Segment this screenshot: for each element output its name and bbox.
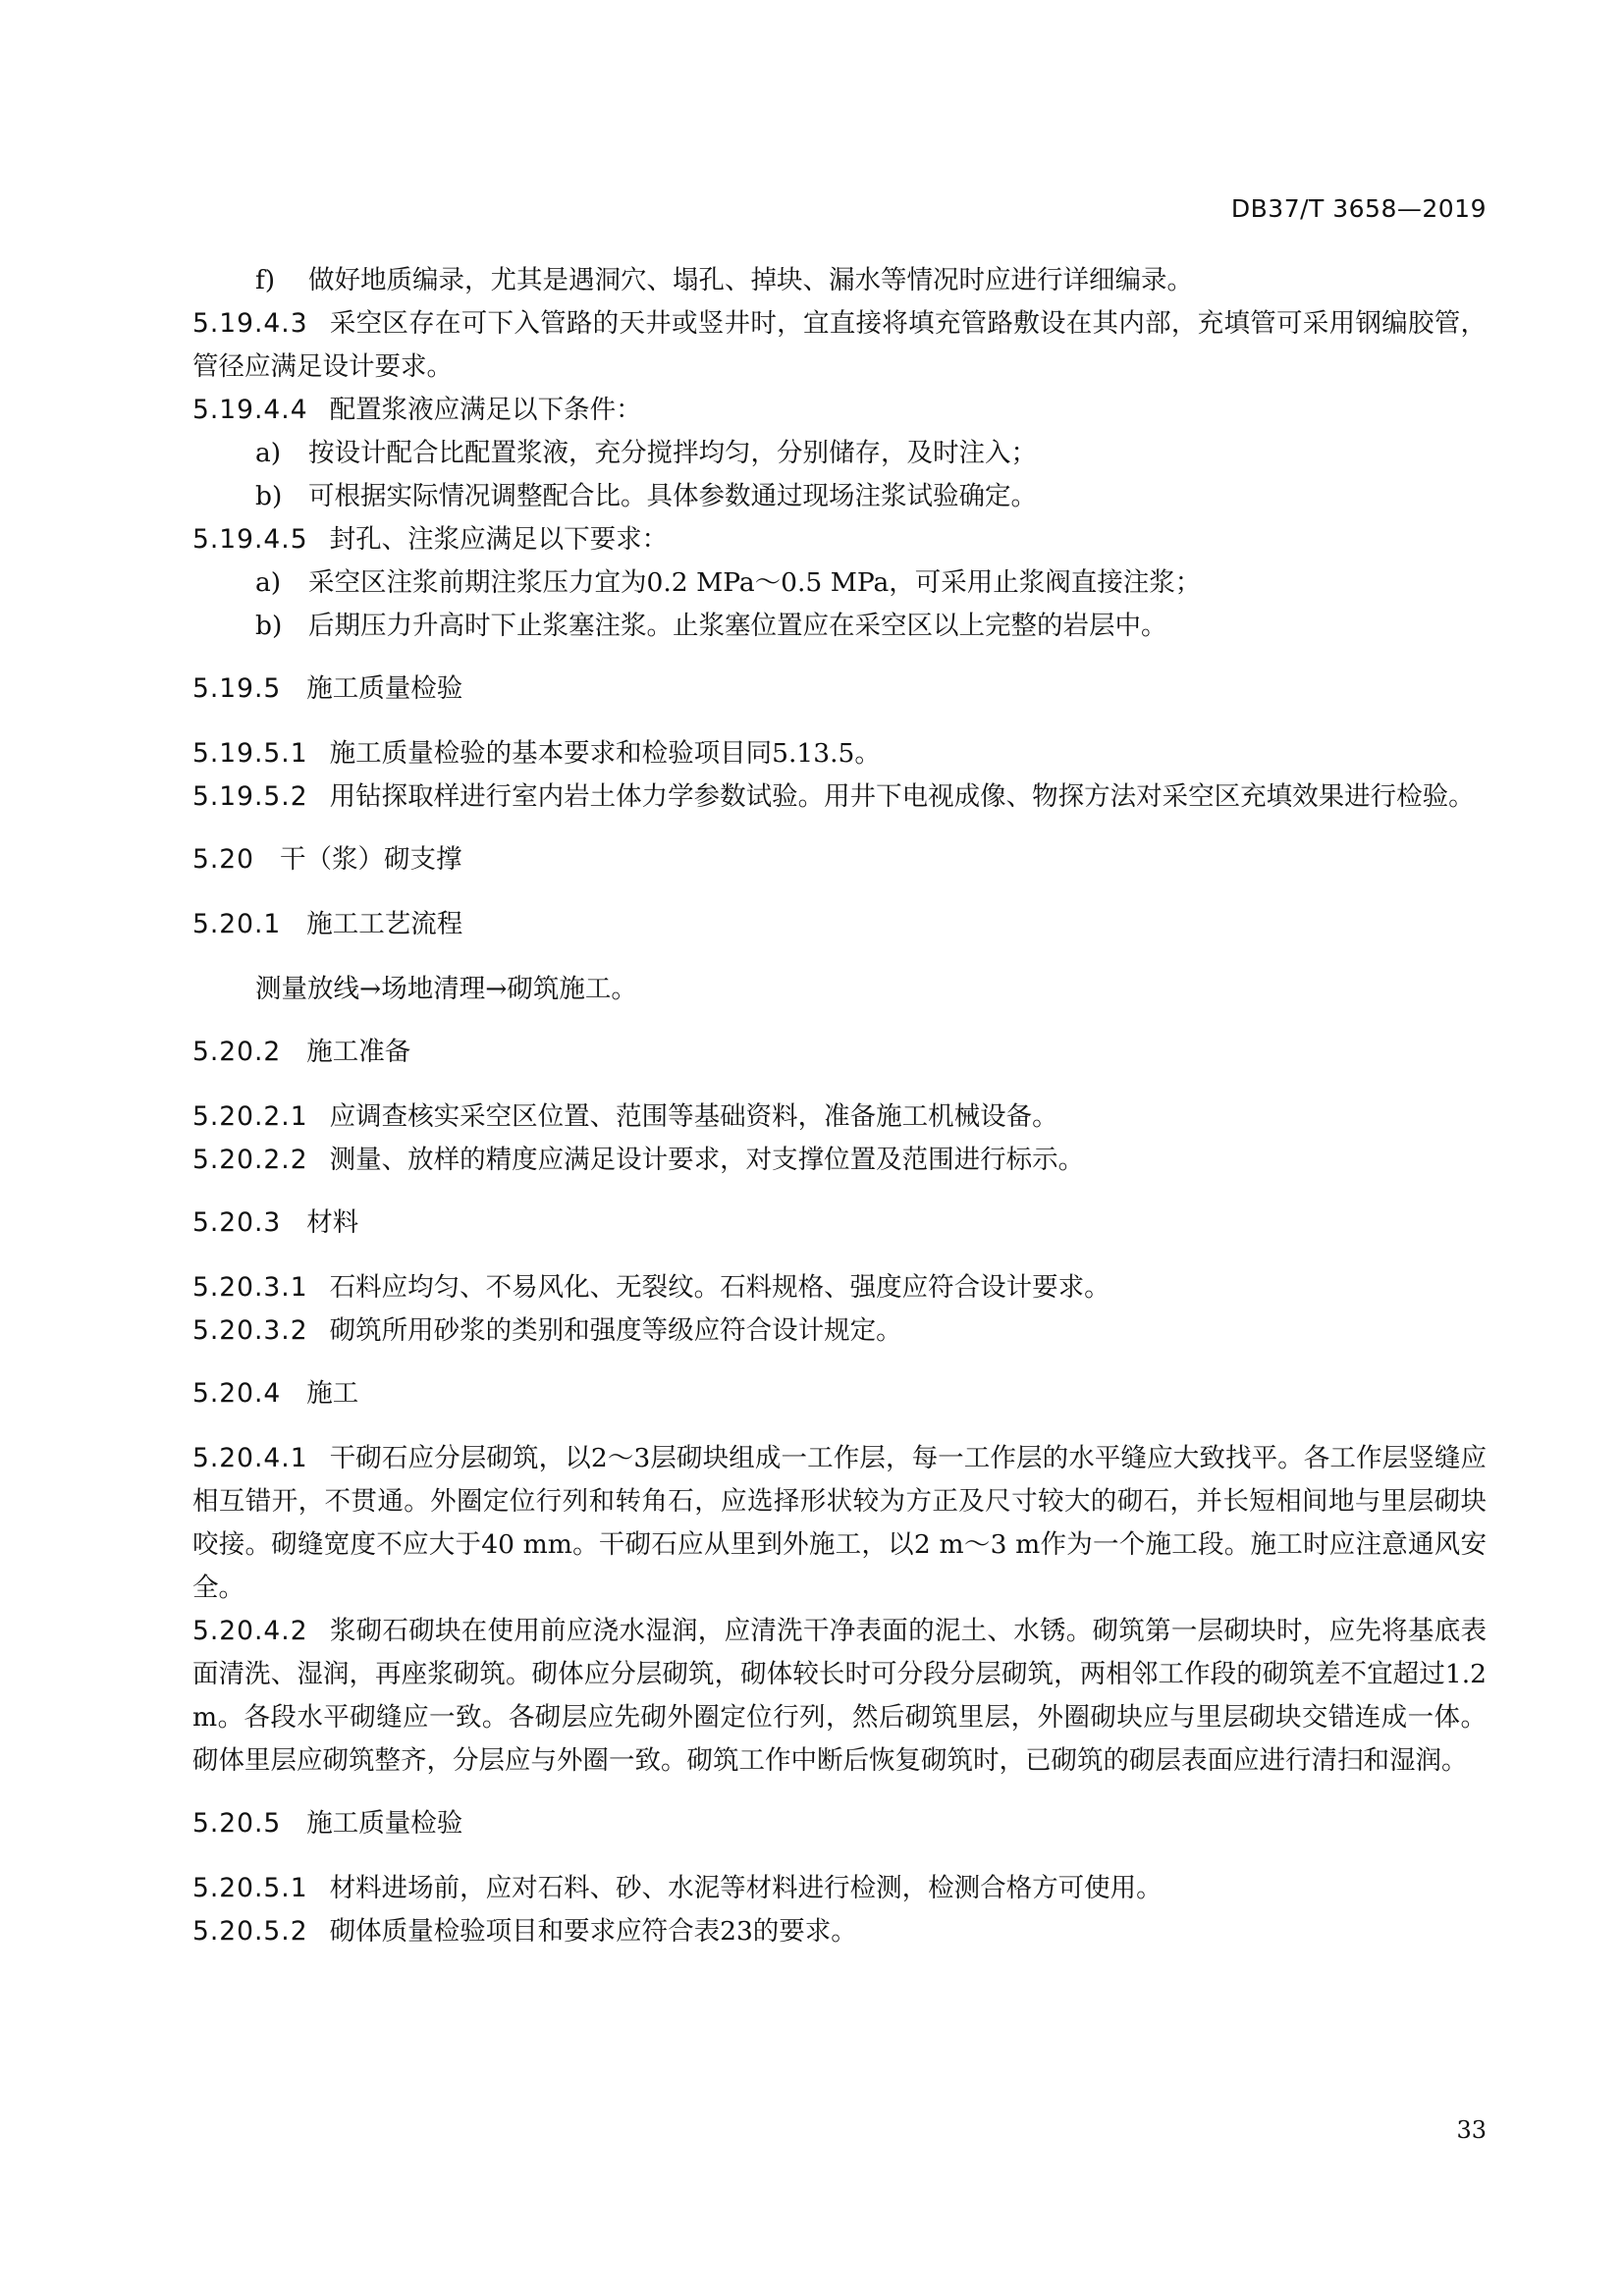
list-marker: b): [255, 611, 283, 641]
clause-text: 砌体质量检验项目和要求应符合表23的要求。: [329, 1916, 857, 1947]
list-item-text: 后期压力升高时下止浆塞注浆。止浆塞位置应在采空区以上完整的岩层中。: [308, 611, 1167, 641]
clause-5-20-2-2: [192, 1139, 1487, 1182]
section-heading-5-20-2: [192, 1031, 1487, 1074]
list-item: [192, 561, 1487, 605]
clause-5-19-5-2: [192, 775, 1487, 819]
section-number: 5.20.2: [192, 1037, 282, 1067]
list-marker: a): [255, 438, 282, 468]
clause-number: 5.19.4.5: [192, 524, 308, 555]
section-title: 施工质量检验: [306, 673, 463, 704]
list-marker: a): [255, 567, 282, 598]
clause-number: 5.19.4.4: [192, 395, 308, 425]
clause-text: 施工质量检验的基本要求和检验项目同5.13.5。: [329, 738, 881, 769]
section-heading-5-20-5: [192, 1802, 1487, 1845]
clause-number: 5.20.2.1: [192, 1101, 308, 1132]
clause-text: 干砌石应分层砌筑，以2～3层砌块组成一工作层，每一工作层的水平缝应大致找平。各工作层竖缝应相互错开，不贯通。外圈定位行列和转角石，应选择形状较为方正及尺寸较大的砌石，并长短相间地与里层砌块咬接。砌缝宽度不应大于40 mm。干砌石应从里到外施工，以2 m～3 m作为一个施工段。施工时应注意通风安全。: [192, 1443, 1487, 1603]
clause-number: 5.20.4.1: [192, 1443, 308, 1473]
clause-text: 应调查核实采空区位置、范围等基础资料，准备施工机械设备。: [329, 1101, 1058, 1132]
clause-number: 5.19.4.3: [192, 308, 308, 339]
clause-number: 5.19.5.1: [192, 738, 308, 769]
document-body: [192, 259, 1487, 1953]
clause-5-19-4-3: [192, 302, 1487, 389]
document-id-header: DB37/T 3658—2019: [1230, 194, 1487, 223]
section-title: 施工准备: [306, 1037, 411, 1067]
list-item: [192, 475, 1487, 518]
section-title: 施工质量检验: [306, 1808, 463, 1839]
section-heading-5-20-3: [192, 1201, 1487, 1245]
list-item-text: 采空区注浆前期注浆压力宜为0.2 MPa～0.5 MPa，可采用止浆阀直接注浆；: [308, 567, 1202, 598]
clause-number: 5.20.2.2: [192, 1145, 308, 1175]
clause-number: 5.20.4.2: [192, 1616, 308, 1646]
clause-text: 砌筑所用砂浆的类别和强度等级应符合设计规定。: [329, 1315, 902, 1346]
clause-5-19-4-5: [192, 518, 1487, 561]
section-title: 材料: [306, 1207, 359, 1238]
section-number: 5.20.5: [192, 1808, 282, 1839]
clause-text: 石料应均匀、不易风化、无裂纹。石料规格、强度应符合设计要求。: [329, 1272, 1110, 1303]
clause-text: 配置浆液应满足以下条件：: [329, 395, 642, 425]
list-marker: f): [255, 265, 276, 295]
clause-number: 5.20.3.1: [192, 1272, 308, 1303]
clause-number: 5.20.5.2: [192, 1916, 308, 1947]
section-title: 施工: [306, 1378, 359, 1409]
clause-5-20-3-2: [192, 1309, 1487, 1353]
clause-5-20-4-1: [192, 1437, 1487, 1610]
section-number: 5.20.1: [192, 909, 282, 939]
clause-5-20-3-1: [192, 1266, 1487, 1309]
clause-text: 封孔、注浆应满足以下要求：: [329, 524, 669, 555]
list-item-text: 可根据实际情况调整配合比。具体参数通过现场注浆试验确定。: [308, 481, 1037, 511]
list-item: [192, 605, 1487, 648]
section-number: 5.20.4: [192, 1378, 282, 1409]
clause-5-20-5-2: [192, 1910, 1487, 1953]
clause-5-20-2-1: [192, 1095, 1487, 1139]
clause-5-20-5-1: [192, 1867, 1487, 1910]
clause-number: 5.20.3.2: [192, 1315, 308, 1346]
section-number: 5.20.3: [192, 1207, 282, 1238]
section-title: 施工工艺流程: [306, 909, 463, 939]
clause-number: 5.20.5.1: [192, 1873, 308, 1903]
section-heading-5-20-1: [192, 903, 1487, 946]
section-number: 5.19.5: [192, 673, 282, 704]
list-marker: b): [255, 481, 283, 511]
section-heading-5-20: [192, 838, 1487, 881]
clause-text: 采空区存在可下入管路的天井或竖井时，宜直接将填充管路敷设在其内部，充填管可采用钢编胶管，管径应满足设计要求。: [192, 308, 1487, 382]
process-flow-text: 测量放线→场地清理→砌筑施工。: [255, 974, 637, 1004]
section-heading-5-20-4: [192, 1372, 1487, 1415]
clause-text: 材料进场前，应对石料、砂、水泥等材料进行检测，检测合格方可使用。: [329, 1873, 1163, 1903]
clause-text: 浆砌石砌块在使用前应浇水湿润，应清洗干净表面的泥土、水锈。砌筑第一层砌块时，应先将基底表面清洗、湿润，再座浆砌筑。砌体应分层砌筑，砌体较长时可分段分层砌筑，两相邻工作段的砌筑差不宜超过1.2 m。各段水平砌缝应一致。各砌层应先砌外圈定位行列，然后砌筑里层，外圈砌块应与里层砌块交错连成一体。砌体里层应砌筑整齐，分层应与外圈一致。砌筑工作中断后恢复砌筑时，已砌筑的砌层表面应进行清扫和湿润。: [192, 1616, 1487, 1776]
clause-5-20-4-2: [192, 1610, 1487, 1783]
clause-text: 用钻探取样进行室内岩土体力学参数试验。用井下电视成像、物探方法对采空区充填效果进行检验。: [329, 781, 1475, 812]
list-item: [192, 432, 1487, 475]
section-title: 干（浆）砌支撑: [280, 844, 462, 875]
clause-number: 5.19.5.2: [192, 781, 308, 812]
list-item-f: [192, 259, 1487, 302]
section-number: 5.20: [192, 844, 255, 875]
page-number: 33: [1456, 2116, 1487, 2144]
list-item-text: 做好地质编录，尤其是遇洞穴、塌孔、掉块、漏水等情况时应进行详细编录。: [308, 265, 1193, 295]
clause-5-19-5-1: [192, 732, 1487, 775]
section-heading-5-19-5: [192, 667, 1487, 711]
clause-5-19-4-4: [192, 389, 1487, 432]
list-item-text: 按设计配合比配置浆液，充分搅拌均匀，分别储存，及时注入；: [308, 438, 1037, 468]
clause-text: 测量、放样的精度应满足设计要求，对支撑位置及范围进行标示。: [329, 1145, 1085, 1175]
